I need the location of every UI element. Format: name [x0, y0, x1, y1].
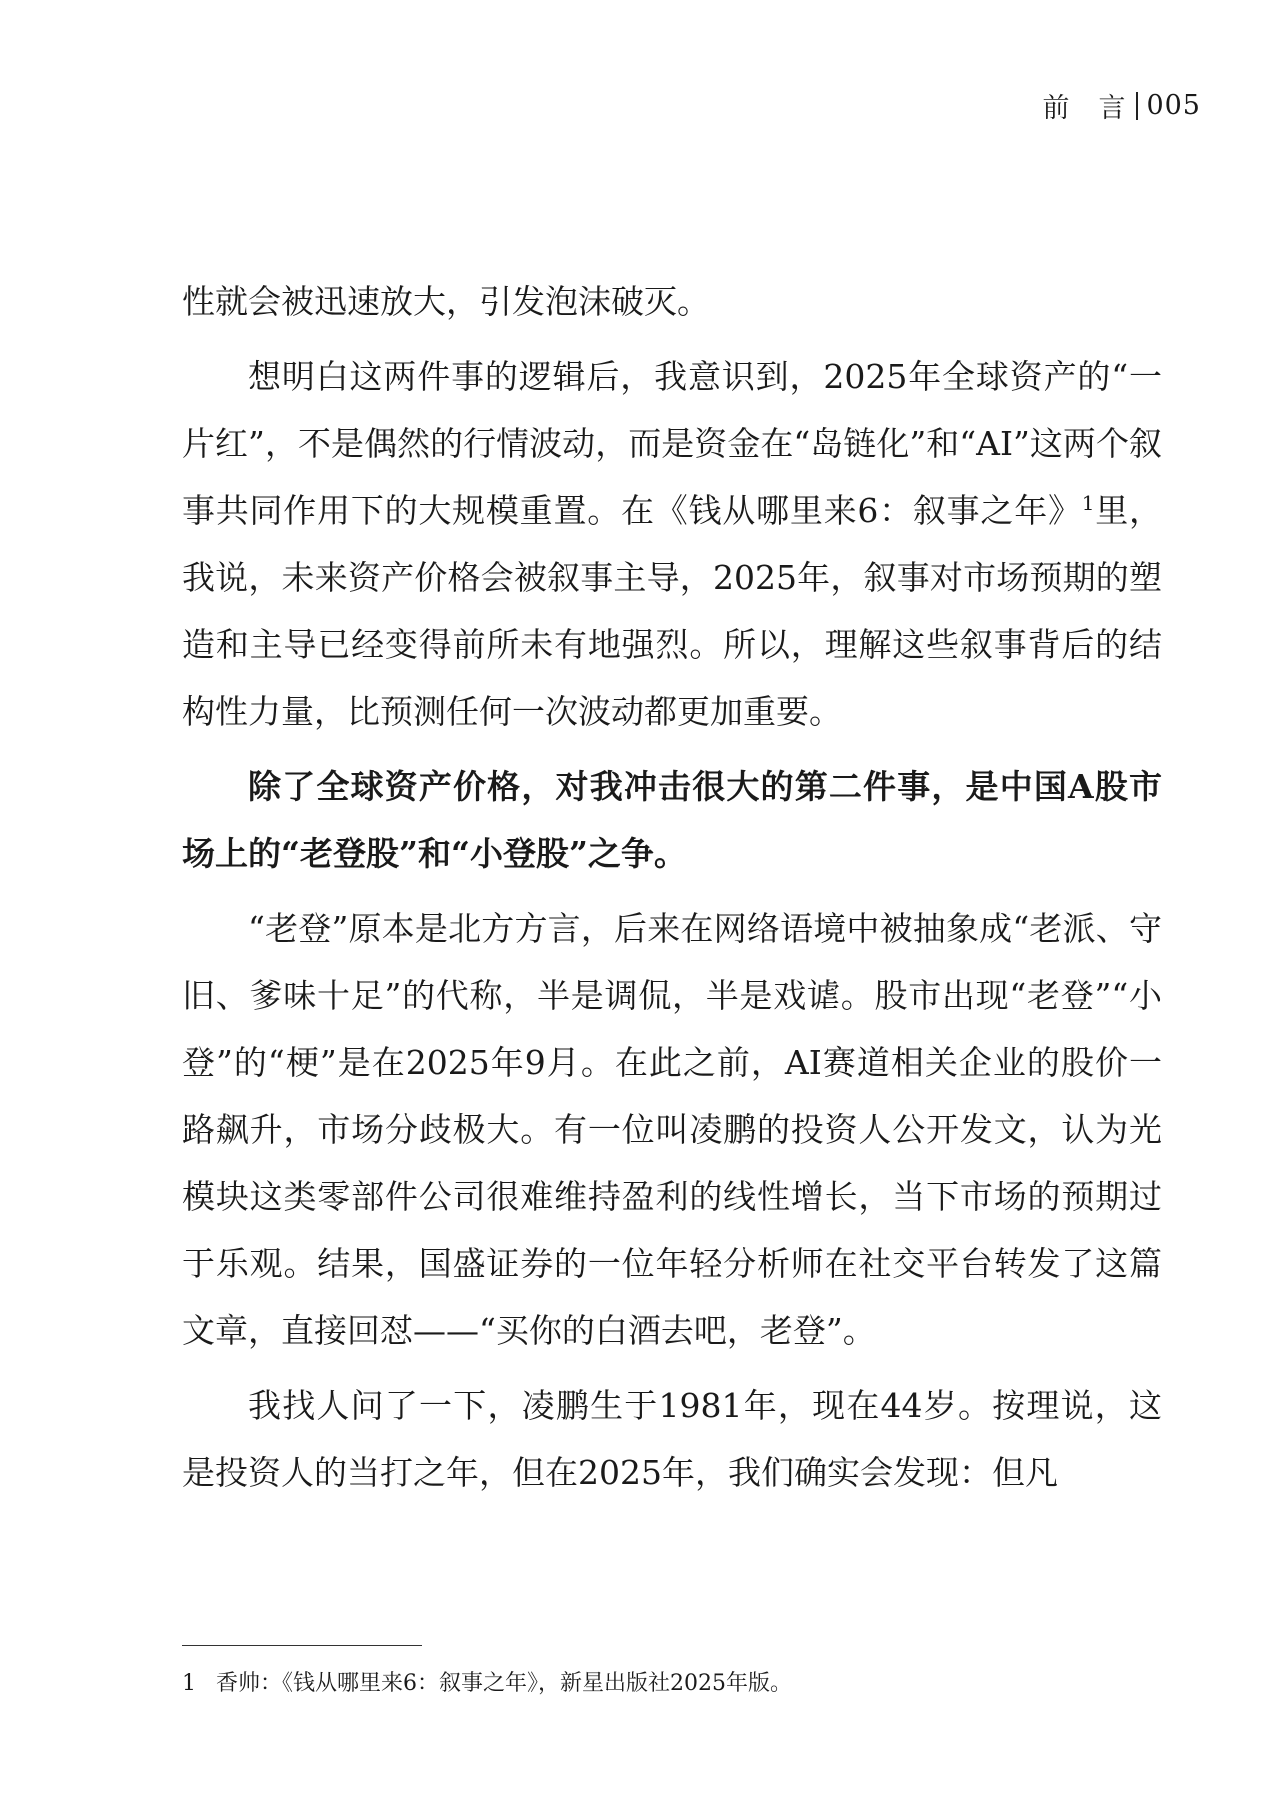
body-text — [182, 268, 1162, 1506]
paragraph-continuation: 性就会被迅速放大，引发泡沫破灭。 — [182, 282, 710, 321]
footnote-text: 香帅：《钱从哪里来6：叙事之年》，新星出版社2025年版。 — [216, 1671, 792, 1696]
footnote-divider — [182, 1645, 422, 1646]
header-divider — [1136, 92, 1138, 120]
header-section-title: 前 言 — [1042, 93, 1127, 124]
paragraph-second-event: 除了全球资产价格，对我冲击很大的第二件事，是中国A股市场上的“老登股”和“小登股”之争。 — [182, 767, 1162, 873]
paragraph-lingpeng-age: 我找人问了一下，凌鹏生于1981年，现在44岁。按理说，这是投资人的当打之年，但在2025年，我们确实会发现：但凡 — [182, 1386, 1162, 1492]
paragraph-text: 想明白这两件事的逻辑后，我意识到，2025年全球资产的“一片红”，不是偶然的行情波动，而是资金在“岛链化”和“AI”这两个叙事共同作用下的大规模重置。在《钱从哪里来6：叙事之年》 — [182, 357, 1162, 530]
running-header — [1042, 86, 1201, 125]
paragraph-laodeng-origin: “老登”原本是北方方言，后来在网络语境中被抽象成“老派、守旧、爹味十足”的代称，半是调侃，半是戏谑。股市出现“老登”“小登”的“梗”是在2025年9月。在此之前，AI赛道相关企业的股价一路飙升，市场分歧极大。有一位叫凌鹏的投资人公开发文，认为光模块这类零部件公司很难维持盈利的线性增长，当下市场的预期过于乐观。结果，国盛证券的一位年轻分析师在社交平台转发了这篇文章，直接回怼——“买你的白酒去吧，老登”。 — [182, 909, 1162, 1350]
footnote — [182, 1668, 1162, 1700]
paragraph-narrative-logic — [182, 343, 1162, 745]
page-number: 005 — [1146, 90, 1201, 121]
paragraph-text-after-footnote: 里，我说，未来资产价格会被叙事主导，2025年，叙事对市场预期的塑造和主导已经变得前所未有地强烈。所以，理解这些叙事背后的结构性力量，比预测任何一次波动都更加重要。 — [182, 491, 1163, 731]
footnote-reference[interactable]: 1 — [1081, 491, 1095, 515]
footnote-number: 1 — [182, 1671, 196, 1696]
